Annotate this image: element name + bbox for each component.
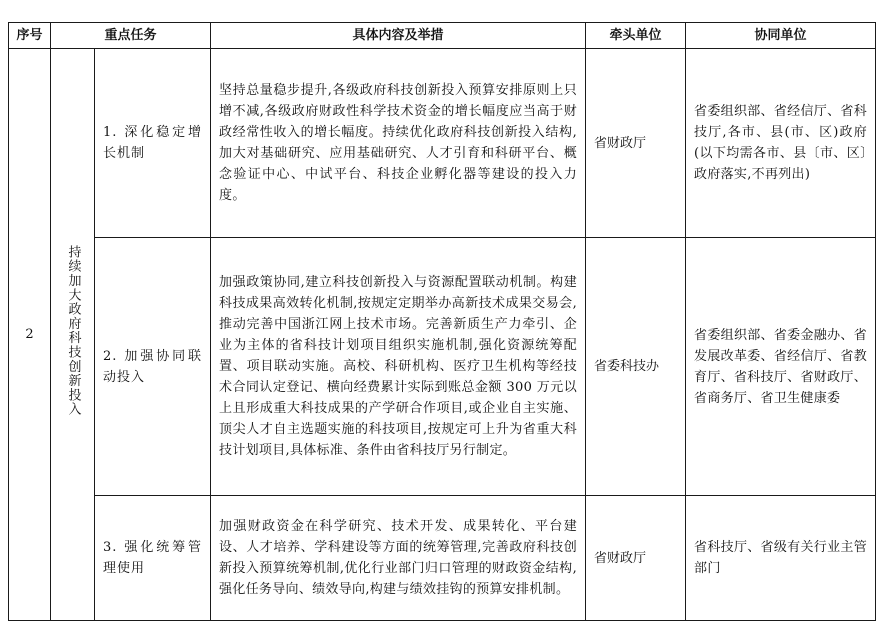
lead-cell bbox=[586, 496, 686, 621]
task-table bbox=[8, 22, 876, 621]
header-task: 重点任务 bbox=[51, 23, 211, 49]
task-text: 3. 强化统筹管理使用 bbox=[103, 540, 203, 576]
task-text: 1. 深化稳定增长机制 bbox=[103, 125, 203, 161]
table-header-row bbox=[9, 23, 876, 49]
content-text: 坚持总量稳步提升,各级政府科技创新投入预算安排原则上只增不减,各级政府财政性科学技术资金的增长幅度应当高于财政经常性收入的增长幅度。持续优化政府科技创新投入结构,加大对基础研究、应用基础研究、人才引育和科研平台、概念验证中心、中试平台、科技企业孵化器等建设的投入力度。 bbox=[219, 83, 578, 203]
co-cell bbox=[686, 238, 876, 496]
lead-cell bbox=[586, 49, 686, 238]
co-text: 省科技厅、省级有关行业主管部门 bbox=[694, 540, 868, 576]
task-cell bbox=[95, 496, 211, 621]
co-text: 省委组织部、省经信厅、省科技厅,各市、县(市、区)政府(以下均需各市、县〔市、区〕政府落实,不再列出) bbox=[694, 104, 868, 182]
lead-text: 省财政厅 bbox=[594, 550, 647, 566]
table-row bbox=[9, 238, 876, 496]
row-index-cell bbox=[9, 49, 51, 621]
row-index: 2 bbox=[25, 327, 34, 342]
category-label: 持续加大政府科技创新投入 bbox=[65, 245, 81, 417]
table-row bbox=[9, 49, 876, 238]
header-lead: 牵头单位 bbox=[586, 23, 686, 49]
task-text: 2. 加强协同联动投入 bbox=[103, 348, 203, 385]
content-cell bbox=[211, 496, 586, 621]
task-cell bbox=[95, 238, 211, 496]
task-cell bbox=[95, 49, 211, 238]
content-text: 加强政策协同,建立科技创新投入与资源配置联动机制。构建科技成果高效转化机制,按规定定期举办高新技术成果交易会,推动完善中国浙江网上技术市场。完善新质生产力牵引、企业为主体的省科技计划项目组织实施机制,强化资源统筹配置、项目联动实施。高校、科研机构、医疗卫生机构等经技术合同认定登记、横向经费累计实际到账总金额 300 万元以上且形成重大科技成果的产学研合作项目,或企业自主实施、顶尖人才自主选题实施的科技项目,按规定可上升为省重大科技计划项目,具体标准、条件由省科技厅另行制定。 bbox=[219, 275, 578, 458]
table-row bbox=[9, 496, 876, 621]
lead-text: 省委科技办 bbox=[594, 359, 660, 374]
co-cell bbox=[686, 49, 876, 238]
header-co: 协同单位 bbox=[686, 23, 876, 49]
content-cell bbox=[211, 49, 586, 238]
content-cell bbox=[211, 238, 586, 496]
header-index: 序号 bbox=[9, 23, 51, 49]
lead-cell bbox=[586, 238, 686, 496]
category-cell bbox=[51, 49, 95, 621]
co-text: 省委组织部、省委金融办、省发展改革委、省经信厅、省教育厅、省科技厅、省财政厅、省商务厅、省卫生健康委 bbox=[694, 327, 868, 406]
content-text: 加强财政资金在科学研究、技术开发、成果转化、平台建设、人才培养、学科建设等方面的统筹管理,完善政府科技创新投入预算统筹机制,优化行业部门归口管理的财政资金结构,强化任务导向、绩效导向,构建与绩效挂钩的预算安排机制。 bbox=[219, 519, 578, 597]
co-cell bbox=[686, 496, 876, 621]
lead-text: 省财政厅 bbox=[594, 135, 647, 151]
header-content: 具体内容及举措 bbox=[211, 23, 586, 49]
